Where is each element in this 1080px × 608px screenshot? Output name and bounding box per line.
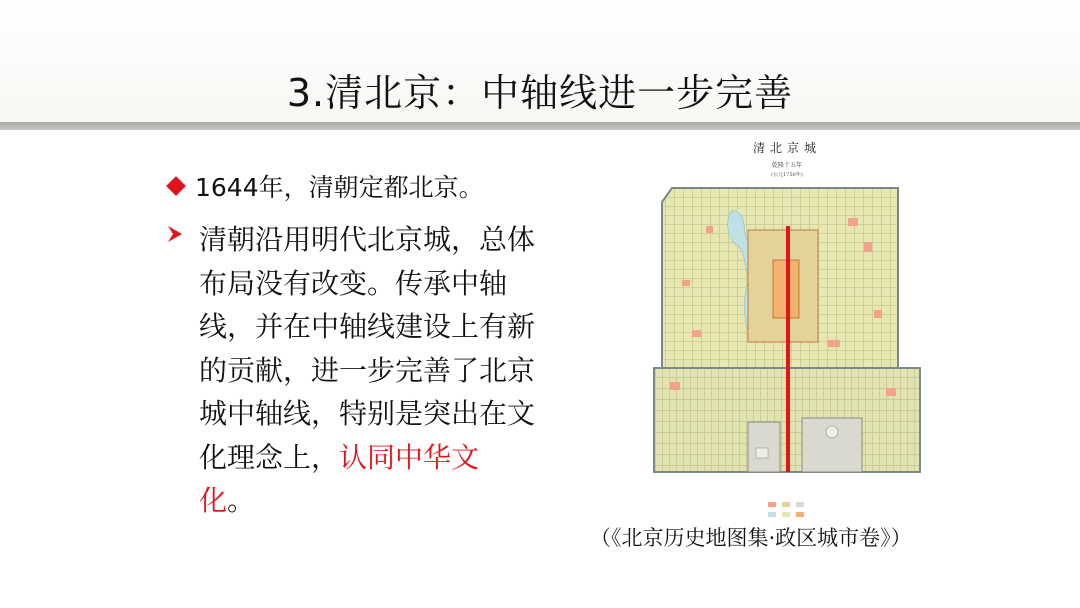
map-legend — [768, 502, 804, 517]
bullet-1 — [163, 168, 484, 204]
map-caption: （《北京历史地图集·政区城市卷》） — [590, 526, 912, 550]
diamond-bullet-icon — [166, 176, 186, 196]
inner-city — [662, 188, 898, 368]
map-heading: 清北京城 — [752, 141, 822, 155]
title-divider — [0, 122, 1080, 130]
bullet-2-text — [199, 218, 535, 523]
highlight-text: 认同中华文化 — [199, 440, 480, 517]
map-subheading-note: (公元1750年) — [771, 172, 803, 178]
slide-title: 3.清北京：中轴线进一步完善 — [286, 71, 794, 115]
bullet-2-main-text: 清朝沿用明代北京城，总体布局没有改变。传承中轴线，并在中轴线建设上有新的贡献，进一步完善了北京城中轴线，特别是突出在文化理念上， — [199, 223, 536, 474]
map-subheading: 乾隆十五年 — [771, 162, 803, 169]
bullet-1-text: 1644年，清朝定都北京。 — [195, 173, 484, 202]
qing-beijing-map — [652, 130, 922, 522]
bullet-2-end-text: 。 — [227, 484, 256, 517]
title-bar — [0, 0, 1080, 122]
arrow-bullet-icon — [165, 224, 185, 244]
